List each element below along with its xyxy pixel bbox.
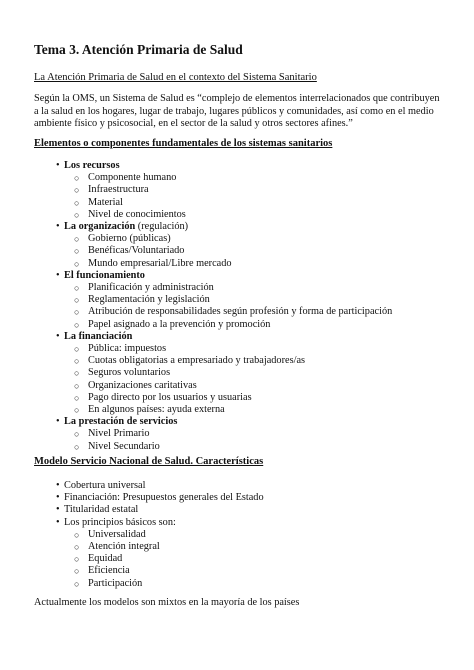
sub-list-item — [64, 355, 392, 367]
sub-list — [64, 233, 392, 270]
sub-list-item — [64, 209, 392, 221]
sub-list-item — [64, 197, 392, 209]
bullet-icon: • — [56, 160, 60, 171]
list-item-label: Financiación: Presupuestos generales del Estado — [64, 492, 264, 504]
list-item-label: El funcionamiento — [64, 269, 145, 281]
circle-bullet-icon: ○ — [74, 529, 80, 540]
sub-list-item — [64, 306, 392, 318]
circle-bullet-icon: ○ — [74, 578, 80, 589]
sub-list-item — [64, 428, 392, 440]
sub-list-item — [64, 578, 264, 590]
list-item-label: Los principios básicos son: — [64, 516, 176, 528]
sub-list-item-label: Reglamentación y legislación — [88, 294, 210, 306]
sub-list-item-label: Universalidad — [88, 528, 146, 540]
circle-bullet-icon: ○ — [74, 392, 80, 403]
sub-list-item-label: Papel asignado a la prevención y promoción — [88, 318, 271, 330]
closing-paragraph: Actualmente los modelos son mixtos en la mayoría de los países — [34, 597, 300, 608]
sub-list-item — [64, 172, 392, 184]
sub-list-item-label: Pago directo por los usuarios y usuarias — [88, 391, 252, 403]
circle-bullet-icon: ○ — [74, 441, 80, 452]
sub-list-item-label: Organizaciones caritativas — [88, 379, 197, 391]
sub-list-item — [64, 529, 264, 541]
circle-bullet-icon: ○ — [74, 429, 80, 440]
bullet-icon: • — [56, 330, 60, 342]
sub-list-item-label: Participación — [88, 577, 143, 589]
circle-bullet-icon: ○ — [74, 185, 80, 196]
sub-list-item-label: Seguros voluntarios — [88, 367, 171, 379]
circle-bullet-icon: ○ — [74, 197, 80, 208]
document-title: Tema 3. Atención Primaria de Salud — [34, 42, 243, 57]
circle-bullet-icon: ○ — [74, 173, 80, 184]
sub-list-item — [64, 367, 392, 379]
sub-list-item-label: Mundo empresarial/Libre mercado — [88, 257, 232, 269]
section-heading-elements: Elementos o componentes fundamentales de los sistemas sanitarios — [34, 138, 333, 149]
list-item — [34, 270, 392, 331]
circle-bullet-icon: ○ — [74, 344, 80, 355]
bullet-icon: • — [56, 221, 60, 233]
circle-bullet-icon: ○ — [74, 319, 80, 330]
elements-list — [34, 160, 392, 453]
section-heading-context: La Atención Primaria de Salud en el contexto del Sistema Sanitario — [34, 72, 317, 83]
circle-bullet-icon: ○ — [74, 368, 80, 379]
circle-bullet-icon: ○ — [74, 283, 80, 294]
sub-list-item — [64, 233, 392, 245]
sub-list-item — [64, 553, 264, 565]
paragraph-oms-definition: Según la OMS, un Sistema de Salud es “complejo de elementos interrelacionados que contribuyen a la salud en los hogares, lugar de trabajo, lugares públicos y comunidades, así como en el medio ambiente físico y psicosocial, en el sector de la salud y otros sectores afines.” — [34, 93, 440, 129]
sub-list-item — [64, 343, 392, 355]
circle-bullet-icon: ○ — [74, 356, 80, 367]
sub-list-item — [64, 258, 392, 270]
sub-list-item — [64, 282, 392, 294]
list-item — [34, 517, 264, 590]
sub-list-item-label: Gobierno (públicas) — [88, 233, 171, 245]
list-item-label: Cobertura universal — [64, 480, 146, 491]
list-item-label: La prestación de servicios — [64, 416, 178, 428]
sub-list-item-label: Nivel Secundario — [88, 440, 160, 452]
sub-list — [64, 343, 392, 416]
list-item — [34, 160, 392, 221]
list-item — [34, 480, 264, 492]
list-item — [34, 492, 264, 504]
section-heading-model: Modelo Servicio Nacional de Salud. Características — [34, 456, 264, 467]
sub-list-item — [64, 245, 392, 257]
sub-list — [64, 428, 392, 452]
sub-list-item — [64, 294, 392, 306]
sub-list-item — [64, 380, 392, 392]
list-item-suffix: (regulación) — [135, 221, 189, 233]
list-item — [34, 331, 392, 416]
circle-bullet-icon: ○ — [74, 405, 80, 416]
bullet-icon: • — [56, 269, 60, 281]
sub-list-item — [64, 392, 392, 404]
list-item — [34, 504, 264, 516]
circle-bullet-icon: ○ — [74, 258, 80, 269]
sub-list-item-label: Equidad — [88, 553, 123, 565]
sub-list-item — [64, 441, 392, 453]
sub-list-item-label: Cuotas obligatorias a empresariado y trabajadores/as — [88, 355, 306, 367]
sub-list-item-label: Nivel Primario — [88, 428, 150, 440]
sub-list-item — [64, 541, 264, 553]
sub-list-item-label: Infraestructura — [88, 184, 149, 196]
sub-list-item-label: Pública: impuestos — [88, 343, 167, 355]
list-item — [34, 416, 392, 453]
circle-bullet-icon: ○ — [74, 295, 80, 306]
bullet-icon: • — [56, 516, 60, 528]
sub-list-item-label: Benéficas/Voluntariado — [88, 245, 185, 257]
model-characteristics-list — [34, 480, 264, 590]
bullet-icon: • — [56, 480, 60, 491]
list-item — [34, 221, 392, 270]
circle-bullet-icon: ○ — [74, 542, 80, 553]
sub-list-item — [64, 565, 264, 577]
circle-bullet-icon: ○ — [74, 209, 80, 220]
sub-list-item-label: Componente humano — [88, 172, 177, 184]
bullet-icon: • — [56, 504, 60, 516]
circle-bullet-icon: ○ — [74, 307, 80, 318]
circle-bullet-icon: ○ — [74, 380, 80, 391]
list-item-label: La financiación — [64, 330, 133, 342]
list-item-label: La organización — [64, 221, 136, 233]
bullet-icon: • — [56, 492, 60, 504]
circle-bullet-icon: ○ — [74, 554, 80, 565]
sub-list — [64, 282, 392, 331]
sub-list-item-label: En algunos países: ayuda externa — [88, 404, 225, 416]
list-item-label: Titularidad estatal — [64, 504, 139, 516]
sub-list-item-label: Planificación y administración — [88, 282, 214, 294]
sub-list-item — [64, 404, 392, 416]
circle-bullet-icon: ○ — [74, 234, 80, 245]
sub-list — [64, 529, 264, 590]
sub-list-item — [64, 184, 392, 196]
sub-list-item — [64, 319, 392, 331]
sub-list-item-label: Nivel de conocimientos — [88, 208, 186, 220]
sub-list-item-label: Eficiencia — [88, 565, 130, 577]
list-item-label: Los recursos — [64, 160, 120, 171]
sub-list-item-label: Atribución de responsabilidades según profesión y forma de participación — [88, 306, 393, 318]
sub-list-item-label: Atención integral — [88, 541, 160, 553]
sub-list-item-label: Material — [88, 196, 123, 208]
circle-bullet-icon: ○ — [74, 566, 80, 577]
bullet-icon: • — [56, 416, 60, 428]
sub-list — [64, 172, 392, 221]
circle-bullet-icon: ○ — [74, 246, 80, 257]
